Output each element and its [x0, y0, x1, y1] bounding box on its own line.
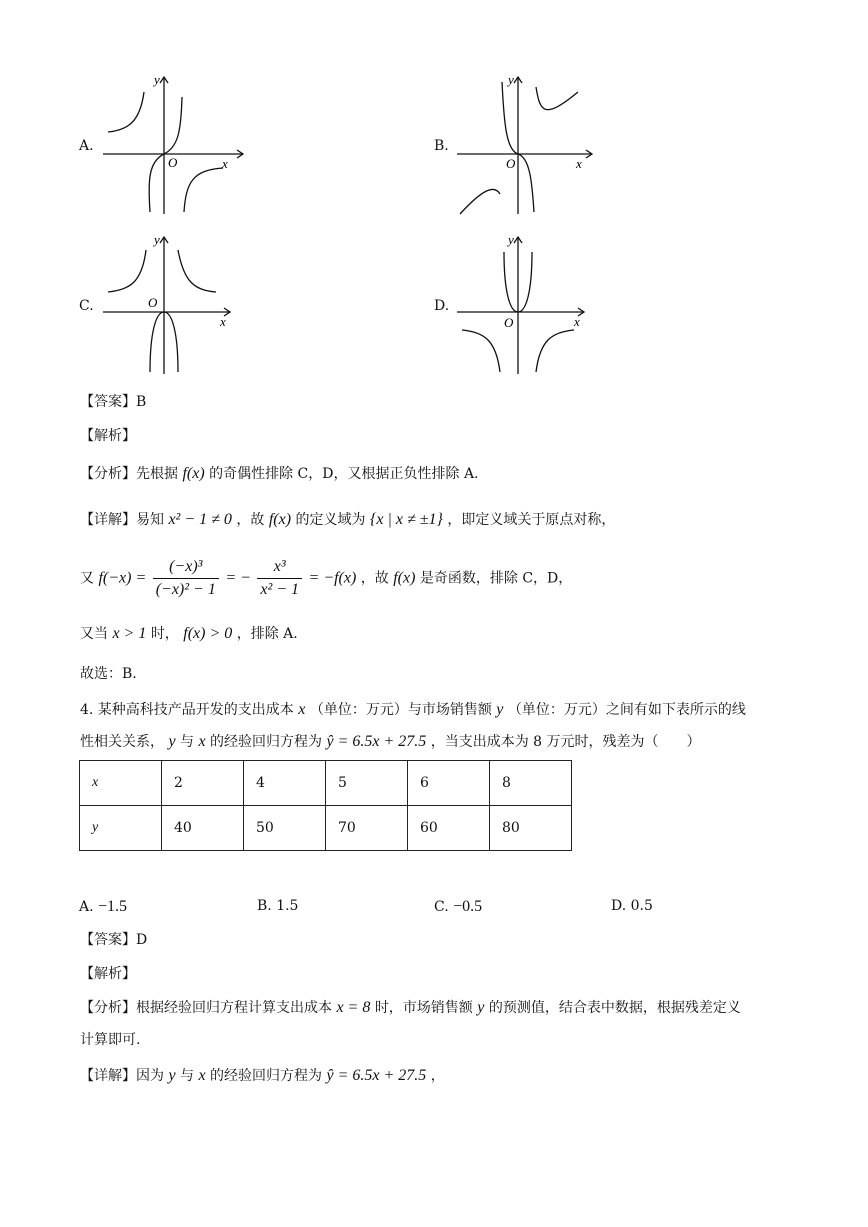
q4-detail-post: ，	[430, 1068, 445, 1084]
q4-stem-eq: ŷ = 6.5x + 27.5	[326, 733, 427, 750]
q3-pos-mid: 时，	[150, 626, 179, 642]
q4-detail-pre: 【详解】因为	[80, 1068, 164, 1084]
q3-odd-pre: 又	[80, 570, 94, 587]
graph-c-ylabel: y	[154, 232, 160, 247]
table-cell: 60	[408, 806, 490, 851]
q3-detail-domain: {x | x ≠ ±1}	[369, 511, 443, 528]
graph-b-xlabel: x	[576, 156, 582, 171]
q3-detail-fx: f(x)	[268, 511, 292, 528]
q3-fenxi-post: 的奇偶性排除 C，D，又根据正负性排除 A.	[209, 466, 479, 482]
q4-stem-2c: 的经验回归方程为	[210, 734, 323, 750]
option-c-label: C.	[79, 298, 94, 314]
q4-stem-2y: y	[168, 733, 176, 750]
option-a-label: A.	[79, 138, 94, 154]
q4-data-table	[79, 760, 572, 851]
q3-odd-frac2	[257, 556, 302, 601]
q4-choice-c	[434, 898, 482, 916]
q3-odd-num2: x³	[257, 556, 302, 579]
q4-fenxi-post: 的预测值，结合表中数据，根据残差定义	[488, 1000, 741, 1016]
q4-stem-2a: 性相关关系，	[80, 734, 164, 750]
q4-fenxi-mid: 时，市场销售额	[374, 1000, 473, 1016]
table-cell: 8	[490, 761, 572, 806]
q3-pos-cond: x > 1	[112, 625, 147, 642]
q4-fenxi-pre: 【分析】根据经验回归方程计算支出成本	[80, 1000, 332, 1016]
q4-stem-line2	[80, 732, 701, 752]
option-b-label: B.	[434, 138, 449, 154]
table-cell: 5	[326, 761, 408, 806]
q4-choice-d	[611, 898, 653, 914]
q3-fenxi-fx: f(x)	[182, 465, 205, 482]
q3-odd-num1: (−x)³	[153, 556, 219, 579]
graph-c-xlabel: x	[220, 314, 226, 329]
graph-b	[452, 72, 602, 217]
choice-a-value: −1.5	[98, 898, 128, 915]
q3-odd-eq3: = −f(x)	[308, 569, 357, 587]
q3-detail-mid: ，故	[236, 512, 265, 528]
q3-choose: 故选：B.	[80, 666, 137, 682]
q4-stem-line1	[80, 700, 746, 720]
q3-pos-ineq: f(x) > 0	[183, 625, 233, 642]
q3-pos-post: ，排除 A.	[236, 626, 298, 642]
q4-choice-a	[79, 898, 127, 916]
table-cell: x	[80, 761, 162, 806]
q4-analysis-title: 【解析】	[80, 966, 136, 982]
q3-odd-den2: x² − 1	[260, 581, 300, 598]
q4-choice-b	[257, 898, 298, 914]
q4-stem-1b: （单位：万元）与市场销售额	[309, 702, 492, 718]
q3-detail-pre: 【详解】易知	[80, 512, 164, 528]
q4-stem-1a: 4. 某种高科技产品开发的支出成本	[80, 702, 294, 718]
table-cell: 4	[244, 761, 326, 806]
table-cell: 2	[162, 761, 244, 806]
q3-odd-fx: f(x)	[393, 569, 416, 587]
graph-b-origin: O	[506, 156, 516, 171]
option-d-label: D.	[434, 298, 450, 314]
q4-detail-mid: 与	[180, 1068, 195, 1084]
table-cell: 50	[244, 806, 326, 851]
graph-d-xlabel: x	[574, 314, 580, 329]
table-row	[80, 761, 572, 806]
q4-answer: 【答案】D	[80, 932, 148, 948]
table-row	[80, 806, 572, 851]
q3-pos-pre: 又当	[80, 626, 108, 642]
q4-detail-eq: ŷ = 6.5x + 27.5	[326, 1067, 427, 1084]
q4-fenxi	[80, 998, 741, 1018]
choice-c-value: −0.5	[453, 898, 483, 915]
q3-detail-post: ，即定义域关于原点对称，	[447, 512, 616, 528]
q4-fenxi-cond: x = 8	[336, 999, 371, 1016]
q3-answer: 【答案】B	[80, 394, 147, 410]
q3-detail	[80, 510, 615, 530]
q4-stem-2b: 与	[180, 734, 195, 750]
q4-stem-1c: （单位：万元）之间有如下表所示的线	[507, 702, 746, 718]
graph-c-origin: O	[148, 295, 158, 310]
table-cell: 6	[408, 761, 490, 806]
q4-detail-x: x	[198, 1067, 206, 1084]
q4-stem-2x: x	[198, 733, 206, 750]
q4-stem-x: x	[298, 701, 306, 718]
q3-odd-lhs: f(−x) =	[98, 569, 147, 587]
q3-detail-cond: x² − 1 ≠ 0	[168, 511, 232, 528]
q3-detail-dom-pre: 的定义域为	[295, 512, 366, 528]
q4-detail	[80, 1066, 445, 1086]
q4-detail-y: y	[168, 1067, 176, 1084]
table-cell: 70	[326, 806, 408, 851]
q4-stem-2d: ，当支出成本为 8 万元时，残差为（ ）	[430, 734, 701, 750]
choice-c-label: C.	[434, 899, 449, 915]
q4-stem-y: y	[496, 701, 504, 718]
choice-b-value: 1.5	[276, 898, 299, 914]
graph-a-ylabel: y	[154, 72, 160, 87]
graph-a	[98, 72, 248, 217]
q3-fenxi	[80, 464, 479, 484]
graph-a-xlabel: x	[222, 156, 228, 171]
q4-detail-mid2: 的经验回归方程为	[210, 1068, 323, 1084]
q3-odd-post: 是奇函数，排除 C，D，	[419, 570, 573, 587]
q4-fenxi-y: y	[477, 999, 485, 1016]
graph-d-origin: O	[504, 315, 514, 330]
choice-d-value: 0.5	[630, 898, 653, 914]
table-cell: 40	[162, 806, 244, 851]
choice-b-label: B.	[257, 898, 272, 914]
q3-odd-den1: (−x)² − 1	[155, 581, 216, 598]
q3-positive	[80, 624, 298, 644]
q3-odd-eq2: = −	[225, 569, 251, 587]
q3-odd-mid: ，故	[360, 570, 389, 587]
q4-fenxi-line2: 计算即可.	[80, 1032, 141, 1048]
q3-fenxi-pre: 【分析】先根据	[80, 466, 178, 482]
graph-b-ylabel: y	[508, 72, 514, 87]
table-cell: y	[80, 806, 162, 851]
q3-odd	[80, 556, 572, 601]
q3-odd-frac1	[153, 556, 219, 601]
table-cell: 80	[490, 806, 572, 851]
graph-d-ylabel: y	[508, 232, 514, 247]
graph-a-origin: O	[168, 155, 178, 170]
graph-c	[98, 232, 248, 377]
choice-d-label: D.	[611, 898, 627, 914]
q3-analysis-title: 【解析】	[80, 428, 136, 444]
choice-a-label: A.	[79, 899, 94, 915]
graph-d	[452, 232, 602, 377]
